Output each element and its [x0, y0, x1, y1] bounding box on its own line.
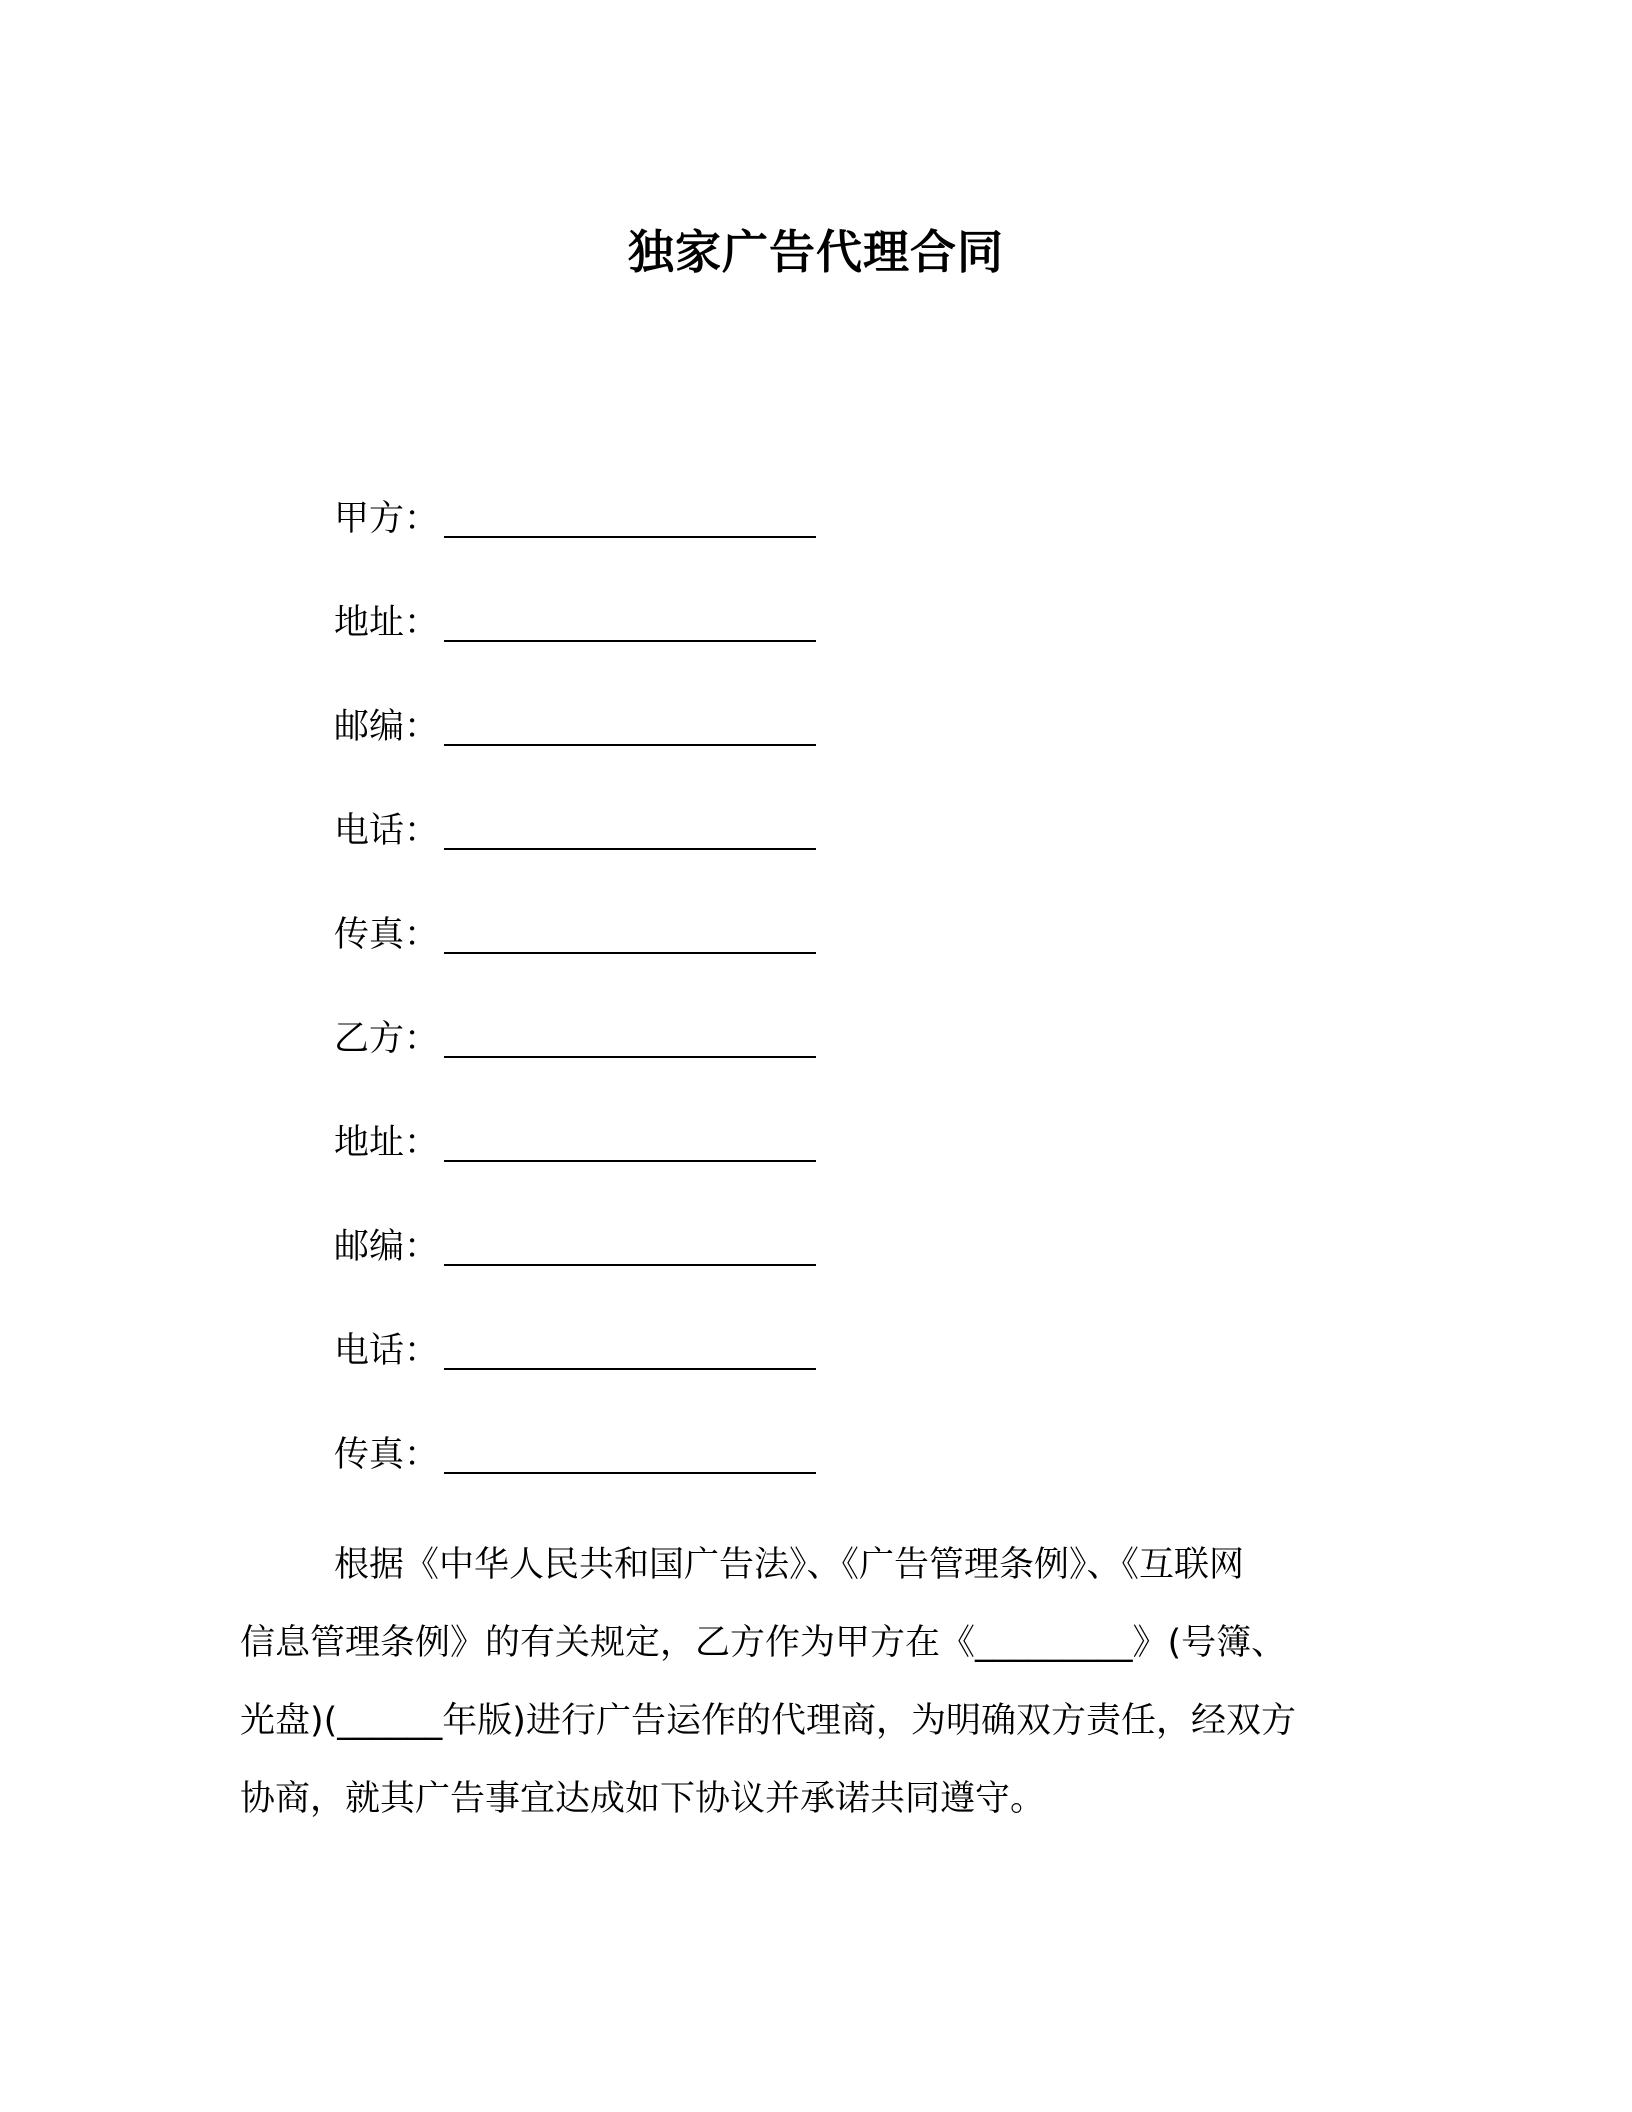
field-colon: ：: [404, 1331, 440, 1371]
party-a-name-row: [334, 494, 1234, 598]
field-colon: ：: [404, 1435, 440, 1475]
preamble-line: 协商，就其广告事宜达成如下协议并承诺共同遵守。: [240, 1779, 1046, 1819]
fill-in-blank: [444, 536, 816, 538]
preamble-line-text: 根据《中华人民共和国广告法》、《广告管理条例》、《互联网: [334, 1545, 1245, 1585]
party-b-postcode-row: [334, 1222, 1234, 1326]
fill-in-blank: [444, 848, 816, 850]
field-colon: ：: [404, 707, 440, 747]
field-colon: ：: [404, 499, 440, 539]
party-b-address-row: [334, 1118, 1234, 1222]
fill-in-blank: [444, 1264, 816, 1266]
field-colon: ：: [404, 1019, 440, 1059]
fill-in-blank: [444, 952, 816, 954]
party-b-name-row: [334, 1014, 1234, 1118]
party-a-phone-row: [334, 806, 1234, 910]
fill-in-blank: [444, 1368, 816, 1370]
fill-in-blank: [444, 744, 816, 746]
party-a-fax-row: [334, 910, 1234, 1014]
party-a-address-row: [334, 598, 1234, 702]
field-label: 电话: [334, 1331, 405, 1371]
party-a-postcode-row: [334, 702, 1234, 806]
field-colon: ：: [404, 603, 440, 643]
field-colon: ：: [404, 1123, 440, 1163]
fill-in-blank: [444, 1472, 816, 1474]
field-colon: ：: [404, 1227, 440, 1267]
field-label: 地址: [334, 603, 405, 643]
fill-in-blank: [444, 640, 816, 642]
party-b-fax-row: [334, 1430, 1234, 1534]
preamble-paragraph: [240, 1526, 1380, 1838]
preamble-line: [240, 1526, 1380, 1604]
field-label: 传真: [334, 915, 405, 955]
field-label: 电话: [334, 811, 405, 851]
field-colon: ：: [404, 915, 440, 955]
fill-in-blank: [444, 1056, 816, 1058]
preamble-line: 信息管理条例》的有关规定，乙方作为甲方在《_________》(号簿、: [240, 1623, 1287, 1663]
party-fields: [334, 494, 1234, 1534]
document-title: 独家广告代理合同: [628, 225, 1004, 279]
fill-in-blank: [444, 1160, 816, 1162]
field-label: 地址: [334, 1123, 405, 1163]
party-b-phone-row: [334, 1326, 1234, 1430]
field-label: 邮编: [334, 1227, 405, 1267]
field-label: 乙方: [334, 1019, 405, 1059]
field-label: 甲方: [334, 499, 405, 539]
preamble-line: 光盘)(______年版)进行广告运作的代理商，为明确双方责任，经双方: [240, 1701, 1296, 1741]
field-colon: ：: [404, 811, 440, 851]
field-label: 邮编: [334, 707, 405, 747]
field-label: 传真: [334, 1435, 405, 1475]
